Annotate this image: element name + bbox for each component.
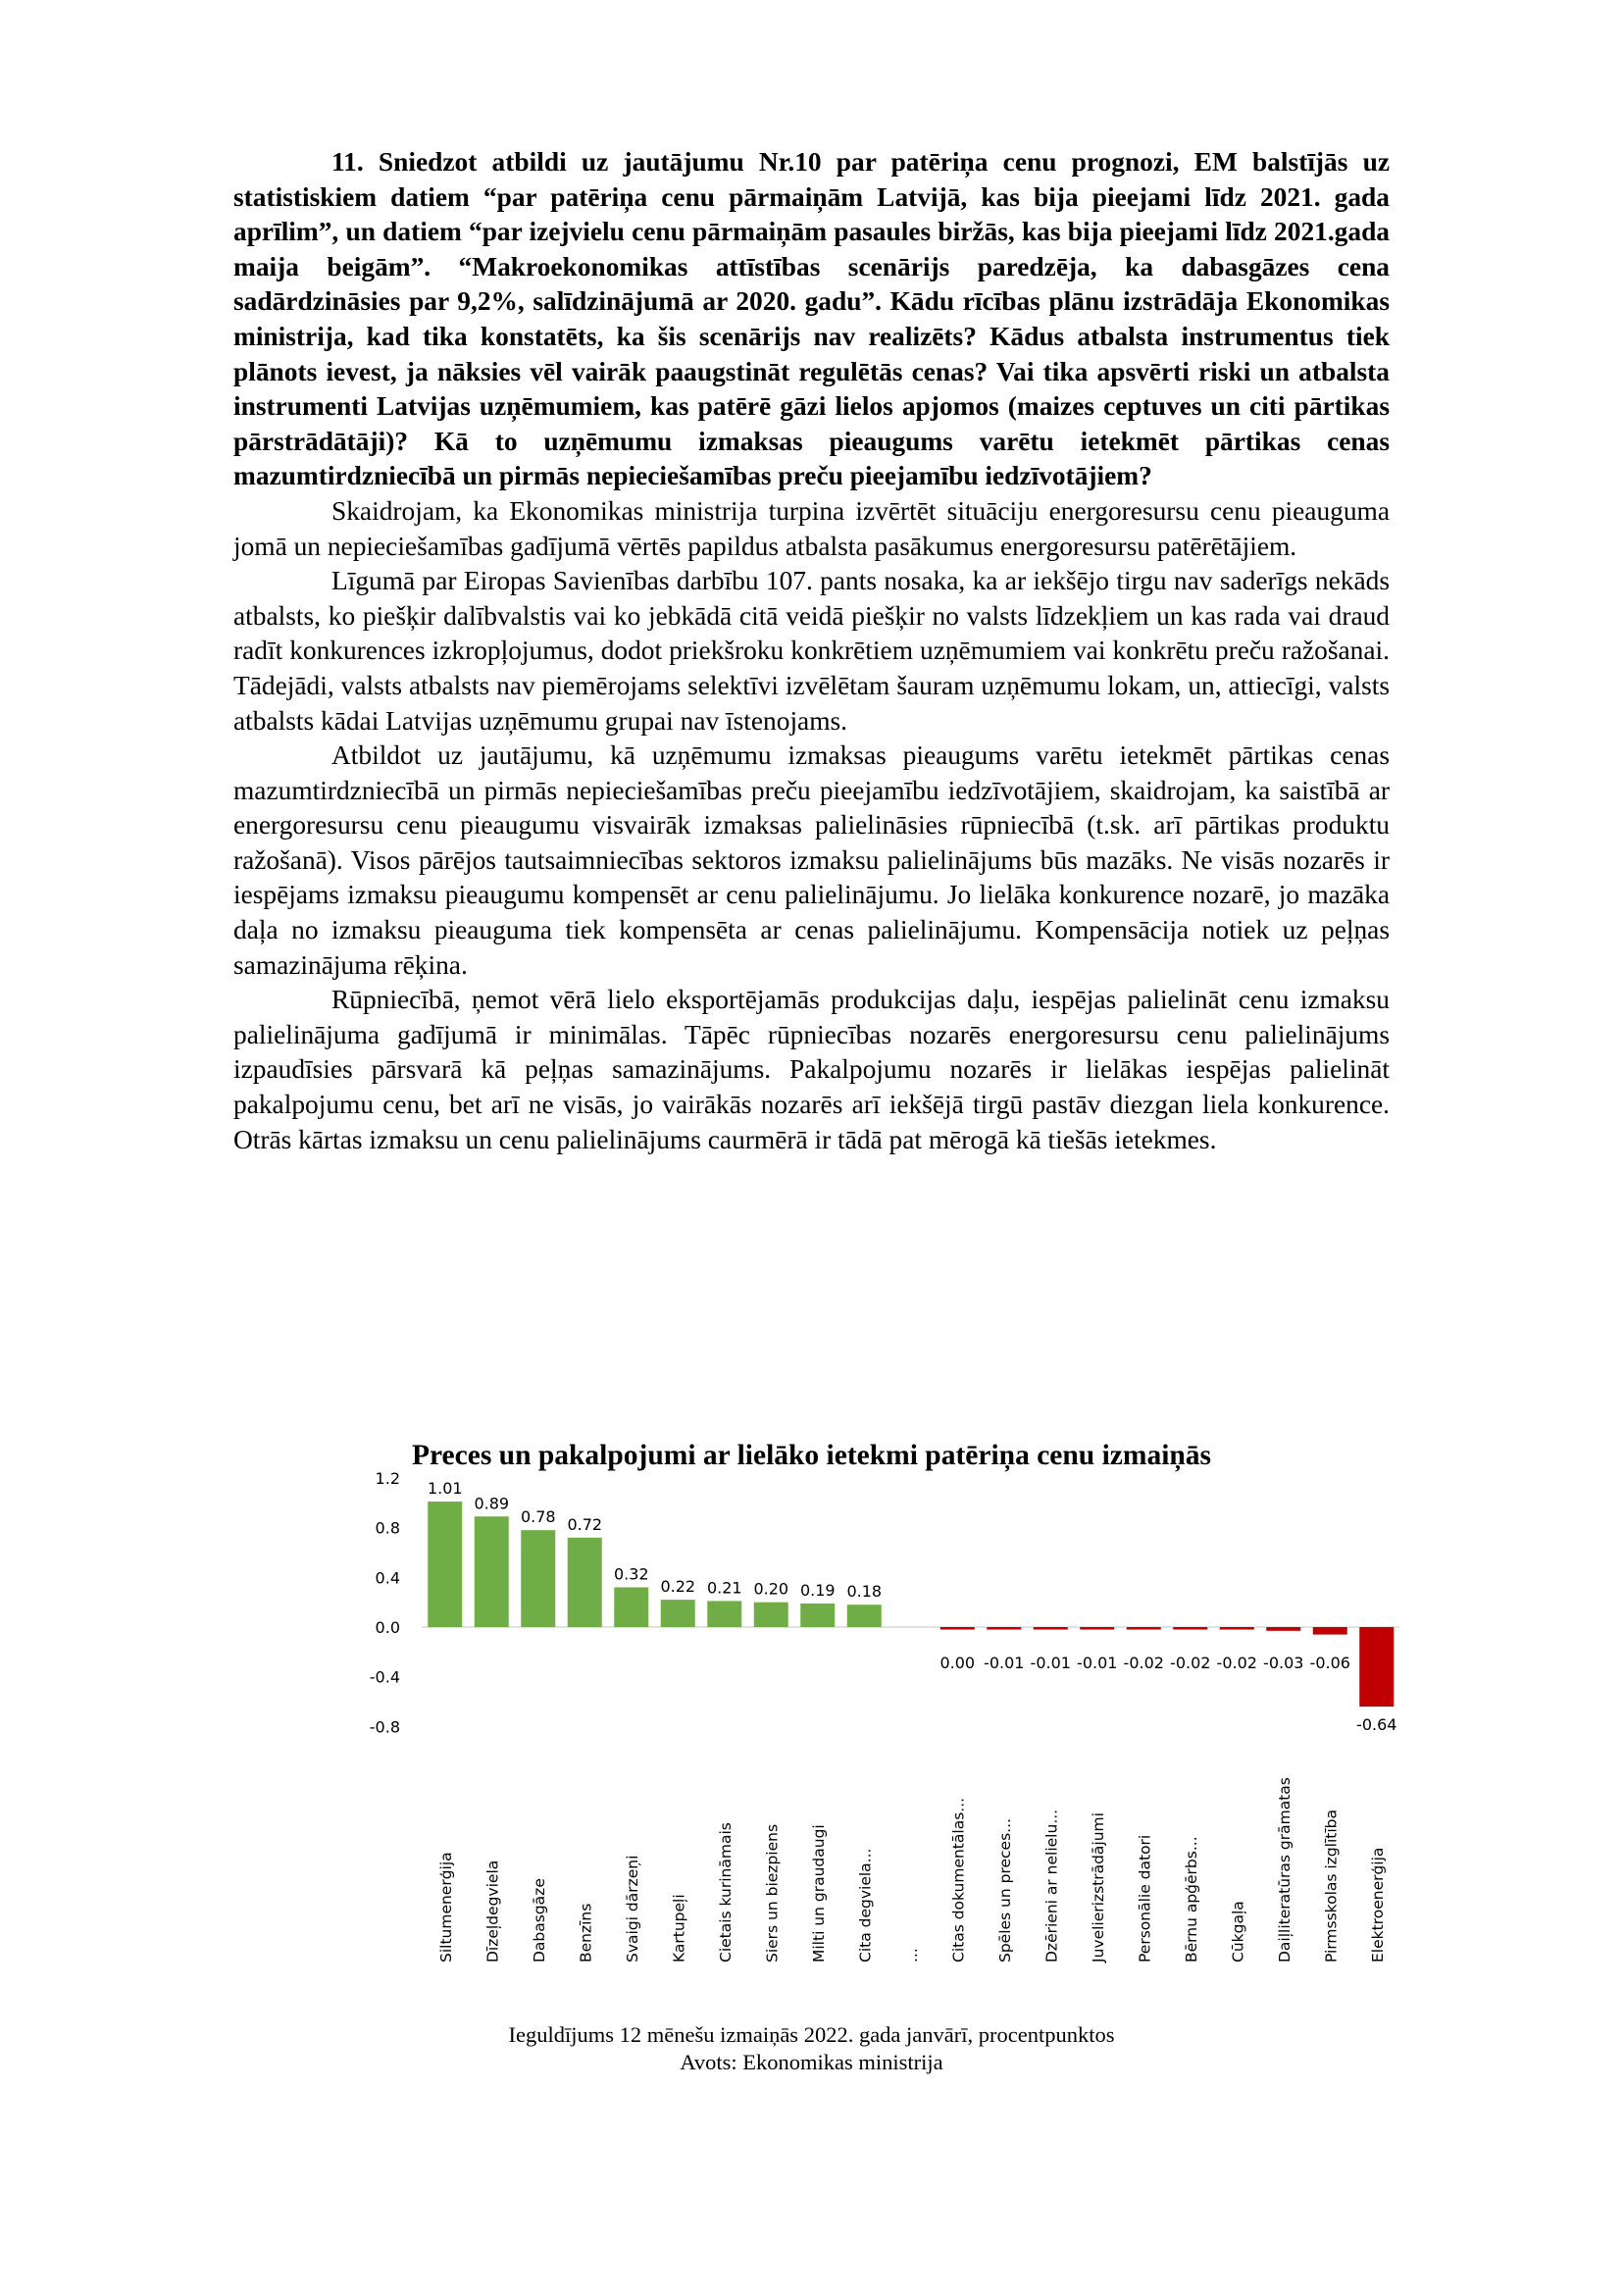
category-label: Siltumenerģija — [436, 1852, 455, 1963]
bar — [1313, 1627, 1347, 1635]
data-label: 0.89 — [474, 1494, 510, 1513]
bar — [1080, 1627, 1114, 1630]
answer-paragraph: Atbildot uz jautājumu, kā uzņēmumu izmaksas pieaugums varētu ietekmēt pārtikas cenas mazumtirdzniecībā un pirmās nepieciešamības preču pieejamību iedzīvotājiem, skaidrojam, ka saistībā ar energoresursu cenu pieaugumu visvairāk izmaksas palielināsies rūpniecībā (t.sk. arī pārtikas produktu ražošanā). Visos pārējos tautsaimniecības sektoros izmaksu palielinājums būs mazāks. Ne visās nozarēs ir iespējams izmaksu pieaugumu kompensēt ar cenu palielinājumu. Jo lielāka konkurence nozarē, jo mazāka daļa no izmaksu pieauguma tiek kompensēta ar cenas palielinājumu. Kompensācija notiek uz peļņas samazinājuma rēķina. — [233, 740, 1390, 980]
data-label: 0.18 — [846, 1582, 883, 1602]
category-label: Cietais kurināmais — [716, 1822, 735, 1963]
data-label: -0.02 — [1123, 1654, 1164, 1672]
data-label: 0.21 — [706, 1578, 742, 1598]
category-label: Cūkgaļa — [1229, 1901, 1247, 1963]
bar — [987, 1627, 1021, 1630]
y-tick-label: -0.8 — [369, 1717, 400, 1737]
category-label: Cita degviela... — [856, 1848, 875, 1963]
bar — [1220, 1627, 1254, 1630]
bar — [428, 1502, 462, 1627]
data-label: -0.01 — [1030, 1654, 1071, 1672]
data-label: 1.01 — [427, 1479, 463, 1499]
bar — [661, 1600, 695, 1627]
bar — [1034, 1627, 1068, 1630]
data-label: -0.01 — [984, 1654, 1025, 1672]
data-label: -0.64 — [1356, 1715, 1397, 1735]
category-label: Pirmsskolas izglītība — [1322, 1810, 1341, 1963]
bar — [1173, 1627, 1207, 1630]
y-tick-label: 0.8 — [375, 1518, 400, 1538]
data-label: -0.01 — [1077, 1654, 1118, 1672]
category-label: Milti un graudaugi — [809, 1824, 828, 1963]
category-label: Dīzeļdegviela — [483, 1860, 502, 1963]
bar — [754, 1603, 788, 1627]
bar — [1127, 1627, 1161, 1630]
category-label: Spēles un preces... — [995, 1818, 1014, 1963]
chart-caption: Ieguldījums 12 mēnešu izmaiņās 2022. gada janvārī, procentpunktos — [508, 2022, 1115, 2047]
question-paragraph: 11. Sniedzot atbildi uz jautājumu Nr.10 par patēriņa cenu prognozi, EM balstījās uz statistiskiem datiem “par patēriņa cenu pārmaiņām Latvijā, kas bija pieejami līdz 2021. gada aprīlim”, un datiem “par izejvielu cenu pārmaiņām pasaules biržās, kas bija pieejami līdz 2021.gada maija beigām”. “Makroekonomikas attīstības scenārijs paredzēja, ka dabasgāzes cena sadārdzināsies par 9,2%, salīdzinājumā ar 2020. gadu”. Kādu rīcības plānu izstrādāja Ekonomikas ministrija, kad tika konstatēts, ka šis scenārijs nav realizēts? Kādus atbalsta instrumentus tiek plānots ievest, ja nāksies vēl vairāk paaugstināt regulētās cenas? Vai tika apsvērti riski un atbalsta instrumenti Latvijas uzņēmumiem, kas patērē gāzi lielos apjomos (maizes ceptuves un citi pārtikas pārstrādātāji)? Kā to uzņēmumu izmaksas pieaugums varētu ietekmēt pārtikas cenas mazumtirdzniecībā un pirmās nepieciešamības preču pieejamību iedzīvotājiem? — [233, 147, 1390, 491]
category-label: ... — [902, 1948, 921, 1963]
data-label: -0.03 — [1263, 1654, 1304, 1672]
chart-title: Preces un pakalpojumi ar lielāko ietekmi patēriņa cenu izmaiņās — [411, 1440, 1212, 1471]
bar — [940, 1627, 975, 1630]
category-label: Citas dokumentālas... — [949, 1797, 968, 1963]
data-label: 0.19 — [799, 1580, 836, 1600]
bar — [1266, 1627, 1300, 1631]
category-label: Bērnu apģērbs... — [1182, 1836, 1200, 1963]
bar-chart — [343, 1468, 1397, 1986]
answer-paragraph: Līgumā par Eiropas Savienības darbību 107. pants nosaka, ka ar iekšējo tirgu nav saderīgs nekāds atbalsts, ko piešķir dalībvalstis vai ko jebkādā citā veidā piešķir no valsts līdzekļiem un kas rada vai draud radīt konkurences izkropļojumus, dodot priekšroku konkrētiem uzņēmumiem vai konkrētu preču ražošanai. Tādejādi, valsts atbalsts nav piemērojams selektīvi izvēlētam šauram uzņēmumu lokam, un, attiecīgi, valsts atbalsts kādai Latvijas uzņēmumu grupai nav īstenojams. — [233, 566, 1390, 736]
data-label: 0.78 — [520, 1507, 556, 1527]
data-label: 0.22 — [660, 1577, 696, 1597]
y-tick-label: 1.2 — [375, 1468, 400, 1488]
answer-paragraph: Skaidrojam, ka Ekonomikas ministrija turpina izvērtēt situāciju energoresursu cenu pieauguma jomā un nepieciešamības gadījumā vērtēs papildus atbalsta pasākumus energoresursu patērētājiem. — [233, 495, 1390, 561]
y-tick-label: 0.4 — [375, 1568, 400, 1588]
bar — [568, 1538, 602, 1627]
category-label: Kartupeļi — [670, 1894, 688, 1963]
category-label: Dzērieni ar nelielu... — [1042, 1809, 1061, 1963]
data-label: 0.00 — [939, 1654, 976, 1672]
y-tick-label: -0.4 — [369, 1667, 400, 1687]
category-label: Personālie datori — [1136, 1834, 1154, 1963]
y-tick-label: 0.0 — [375, 1618, 400, 1637]
bar — [614, 1587, 648, 1627]
chart-source: Avots: Ekonomikas ministrija — [680, 2050, 943, 2074]
category-label: Elektroenerģija — [1368, 1847, 1387, 1963]
category-label: Dabasgāze — [530, 1878, 548, 1963]
data-label: -0.02 — [1216, 1654, 1257, 1672]
data-label: 0.20 — [753, 1579, 789, 1599]
data-label: 0.32 — [613, 1564, 649, 1584]
bar — [1359, 1627, 1394, 1707]
bar — [707, 1601, 741, 1627]
bar — [521, 1530, 555, 1627]
document-body — [233, 145, 1390, 1157]
bar — [475, 1516, 509, 1627]
bar — [800, 1604, 835, 1627]
data-label: -0.06 — [1309, 1654, 1350, 1672]
category-label: Svaigi dārzeņi — [623, 1855, 641, 1963]
category-label: Benzīns — [577, 1903, 595, 1963]
category-label: Siers un biezpiens — [763, 1823, 782, 1963]
category-label: Juvelierizstrādājumi — [1089, 1812, 1107, 1963]
data-label: -0.02 — [1170, 1654, 1211, 1672]
bar — [847, 1605, 882, 1627]
data-label: 0.72 — [567, 1514, 603, 1534]
category-label: Daiļliteratūras grāmatas — [1275, 1777, 1294, 1963]
answer-paragraph: Rūpniecībā, ņemot vērā lielo eksportējamās produkcijas daļu, iespējas palielināt cenu izmaksu palielinājuma gadījumā ir minimālas. Tāpēc rūpniecības nozarēs energoresursu cenu palielinājums izpaudīsies pārsvarā kā peļņas samazinājums. Pakalpojumu nozarēs ir lielākas iespējas palielināt pakalpojumu cenu, bet arī ne visās, jo vairākās nozarēs arī iekšējā tirgū pastāv diezgan liela konkurence. Otrās kārtas izmaksu un cenu palielinājums caurmērā ir tādā pat mērogā kā tiešās ietekmes. — [233, 985, 1390, 1154]
